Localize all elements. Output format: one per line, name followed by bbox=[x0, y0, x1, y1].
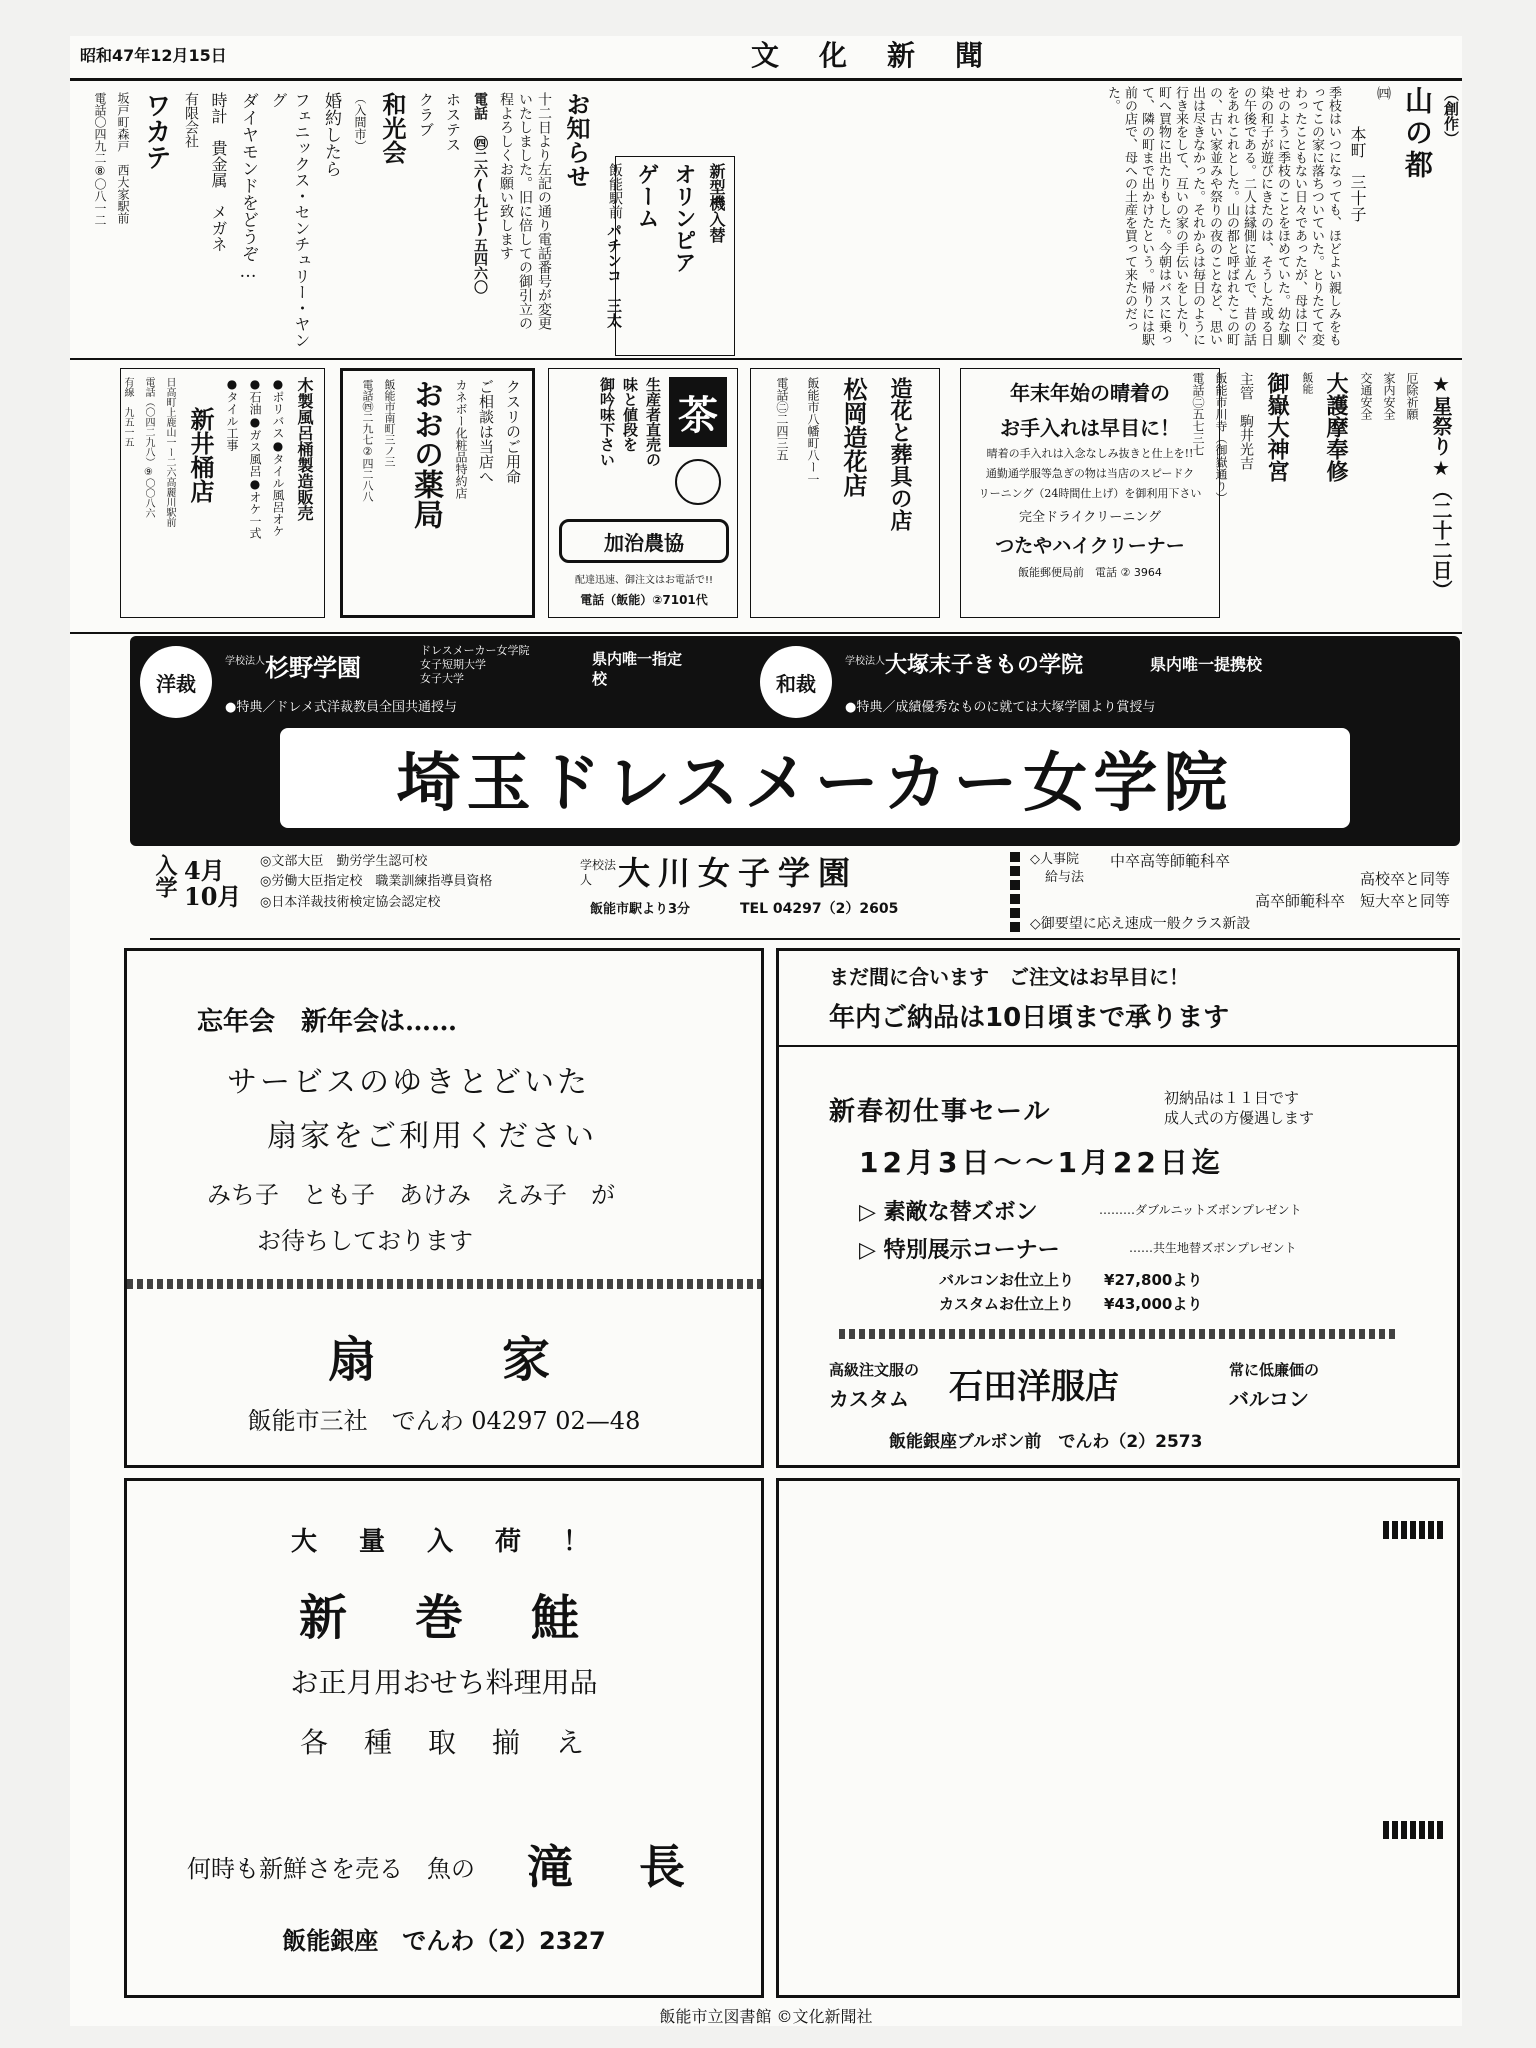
ishida-tag4: バルコン bbox=[1229, 1387, 1309, 1411]
arai-tel: 電話（〇四二九八）⑨〇〇八六 bbox=[143, 377, 154, 518]
cert-1: ◎文部大臣 勤労学生認可校 bbox=[260, 854, 428, 869]
ougiya-l3: 扇家をご利用ください bbox=[267, 1119, 597, 1154]
arai-l1: 木製風呂桶製造販売 bbox=[295, 377, 314, 521]
wakate-l3: ダイヤモンドをどうぞ… bbox=[238, 92, 258, 282]
newspaper-page bbox=[70, 36, 1462, 2026]
masthead-rule bbox=[70, 78, 1462, 81]
wakate-ad bbox=[90, 86, 350, 356]
kanou-tel: 電話（飯能）②7101代 bbox=[580, 593, 708, 607]
kanou-cha: 茶 bbox=[669, 377, 727, 447]
onoya-body bbox=[979, 1521, 1279, 1941]
notice-loc: （入間市） bbox=[353, 92, 367, 152]
ishida-ad bbox=[776, 948, 1460, 1468]
ishida-note2: 成人式の方優遇します bbox=[1164, 1109, 1315, 1127]
takicho-l5: 何時も新鮮さを売る 魚の bbox=[187, 1855, 475, 1883]
hoshi-shrine: 御嶽大神宮 bbox=[1264, 372, 1290, 482]
kanou-l2: 味と値段を bbox=[621, 377, 639, 452]
kanou-note: 配達迅速、御注文はお電話で!! bbox=[574, 575, 714, 586]
r2: 高校卒と同等 bbox=[1359, 870, 1450, 888]
arai-ad bbox=[120, 368, 325, 618]
ishida-b1-note: ………ダブルニットズボンプレゼント bbox=[1099, 1203, 1302, 1217]
school1-corp: 学校法人 bbox=[225, 656, 265, 667]
school2-desig: 県内唯一提携校 bbox=[1150, 655, 1263, 674]
tsutaya-l3: 晴着の手入れは入念なしみ抜きと仕上を!! bbox=[986, 447, 1194, 460]
kanou-l1: 生産者直売の bbox=[644, 377, 662, 467]
school1-name: 杉野学園 bbox=[265, 653, 361, 682]
masthead-title: 文 化 新 聞 bbox=[750, 39, 989, 72]
school1-sub3: 女子大学 bbox=[420, 671, 464, 685]
yousai-badge: 洋裁 bbox=[140, 646, 212, 718]
r1-a: ◇人事院 bbox=[1030, 852, 1079, 867]
hoshi-l5: 飯能 bbox=[1301, 372, 1314, 394]
notice-body: 十二日より左記の通り電話番号が変更いたしました。旧に倍しての御引立の程よろしくお願い致します bbox=[498, 92, 552, 330]
dressmaker-main-title: 埼玉ドレスメーカー女学院 bbox=[280, 728, 1350, 828]
school2-name: 大塚末子きもの学院 bbox=[885, 652, 1084, 678]
ougiya-l1: 忘年会 新年会は…… bbox=[197, 1007, 458, 1037]
arai-addr: 日高町上鹿山一ー二六高麗川駅前 bbox=[164, 377, 175, 527]
cert-3: ◎日本洋裁技術検定協会認定校 bbox=[260, 894, 441, 910]
cert-2: ◎労働大臣指定校 職業訓練指導員資格 bbox=[260, 874, 493, 890]
ono-name: おおの薬局 bbox=[408, 379, 443, 529]
wakate-l4: 時計 貴金属 メガネ bbox=[209, 92, 228, 252]
arai-l2: ●ポリバス●タイル風呂オケ bbox=[271, 377, 285, 537]
divider-2 bbox=[70, 632, 1462, 634]
takicho-l1: 大 量 入 荷 ！ bbox=[290, 1527, 597, 1557]
r1-b: 給与法 bbox=[1045, 870, 1085, 885]
top-strip bbox=[70, 86, 1462, 356]
okawa-name: 大川女子学園 bbox=[618, 854, 859, 892]
school1-subs bbox=[420, 644, 590, 685]
ono-l1: クスリのご用命 bbox=[504, 379, 522, 484]
matsuoka-ad bbox=[750, 368, 940, 618]
story-label: （創作） bbox=[1442, 86, 1460, 146]
hoshi-title: ★星祭り★（二十二日） bbox=[1429, 372, 1453, 600]
tsutaya-l5: リーニング（24時間仕上げ）を御利用下さい bbox=[978, 486, 1202, 500]
wakate-l2: フェニックス・センチュリー・ヤング bbox=[269, 92, 311, 348]
ishida-note1: 初納品は１１日です bbox=[1164, 1089, 1300, 1107]
onoya-ad bbox=[776, 1478, 1460, 1998]
ono-pharmacy-ad bbox=[340, 368, 535, 618]
story-title: 山の都 bbox=[1401, 86, 1434, 182]
story-body: 季枝はいつになっても、ほどよい親しみをもってこの家に落ちついていた。とりたてて変わったこともない日々であったが、母は口ぐせのように季枝のことをほめていた。幼な馴染の和子が遊びにきたのは、そうした或る日の午後である。二人は縁側に並んで、昔の話をあれこれとした。山の都と呼ばれたこの町の、古い家並みや祭りの夜のことなど、思い出は尽きなかった。それからは毎日のように行き来をして、互いの家の手伝いをしたり、町へ買物に出たりもした。今朝はバスに乗って、隣の町まで出かけたという。帰りには駅前の店で、母への土産を買って来たのだった。 bbox=[1105, 86, 1341, 346]
olympia-name: オリンピア bbox=[671, 163, 696, 273]
hoshi-ad bbox=[1191, 368, 1460, 618]
wakate-name: ワカテ bbox=[141, 92, 171, 170]
r3: 高卒師範科卒 短大卒と同等 bbox=[1254, 892, 1450, 910]
takicho-l2: 新 巻 鮭 bbox=[298, 1590, 589, 1646]
tsutaya-addr: 飯能郵便局前 電話 ② 3964 bbox=[1018, 566, 1162, 580]
ono-addr: 飯能市南町三ノ三 bbox=[383, 379, 396, 467]
r4: ◇御要望に応え速成一般クラス新設 bbox=[1030, 916, 1251, 932]
okawa-certs bbox=[260, 854, 560, 911]
ishida-price1: バルコンお仕立上り ¥27,800より bbox=[939, 1271, 1203, 1289]
story-author: 本町 三十子 bbox=[1348, 126, 1367, 222]
school1-perk: ●特典／ドレメ式洋裁教員全国共通授与 bbox=[225, 700, 457, 715]
hoshi-addr: 飯能市川寺（御嶽通り） bbox=[1214, 372, 1228, 504]
school1-sub2: 女子短期大学 bbox=[420, 657, 486, 671]
ornament-bottom bbox=[1383, 1821, 1443, 1839]
wasai-badge: 和裁 bbox=[760, 646, 832, 718]
dotted-divider bbox=[1010, 852, 1020, 934]
wavy-divider bbox=[127, 1279, 761, 1289]
takicho-l4: 各 種 取 揃 え bbox=[299, 1726, 588, 1759]
ishida-l2: 年内ご納品は10日頃まで承ります bbox=[829, 1003, 1230, 1033]
olympia-loc: 飯能駅前 bbox=[607, 163, 623, 219]
olympia-pachinko: パチンコ 三太 bbox=[605, 223, 623, 328]
notice-club2: クラブ bbox=[417, 92, 435, 137]
ishida-wavy bbox=[839, 1329, 1399, 1339]
second-strip bbox=[70, 364, 1462, 629]
ishida-tag2: カスタム bbox=[829, 1387, 909, 1411]
matsuoka-addr: 飯能市八幡町八ー一 bbox=[806, 377, 820, 485]
ishida-b2: ▷ 特別展示コーナー bbox=[859, 1238, 1060, 1263]
enroll-label: 入学 bbox=[152, 854, 178, 898]
tsutaya-ad bbox=[960, 368, 1220, 618]
ishida-dates: 12月3日～～1月22日迄 bbox=[859, 1146, 1224, 1179]
footer-credit: 飯能市立図書館 ©文化新聞社 bbox=[659, 2007, 873, 2026]
kanou-copy bbox=[599, 377, 664, 497]
ougiya-l5: お待ちしております bbox=[257, 1227, 473, 1255]
matsuoka-tel: 電話㊁二四三五 bbox=[775, 377, 789, 461]
ishida-rule-1 bbox=[779, 1045, 1457, 1047]
ishida-tag3: 常に低廉価の bbox=[1229, 1361, 1320, 1379]
ougiya-l4: みち子 とも子 あけみ えみ子 が bbox=[207, 1181, 615, 1209]
divider-1 bbox=[70, 358, 1462, 360]
notice-name: 和光会 bbox=[378, 92, 407, 164]
ougiya-addr: 飯能市三社 でんわ 04297 02—48 bbox=[247, 1407, 641, 1435]
school2-corp: 学校法人 bbox=[845, 656, 885, 667]
tsutaya-l6: 完全ドライクリーニング bbox=[1018, 510, 1162, 526]
arai-l3: ●石油●ガス風呂●オケ一式 bbox=[248, 377, 262, 539]
notice-club1: ホステス bbox=[444, 92, 462, 152]
r1-c: 中卒高等師範科卒 bbox=[1110, 852, 1231, 870]
hoshi-gomafu: 大護摩奉修 bbox=[1323, 372, 1349, 482]
serial-story bbox=[798, 86, 1462, 356]
wakate-addr: 坂戸町森戸 西大家駅前 bbox=[116, 92, 130, 224]
wakate-corp: 有限会社 bbox=[183, 92, 199, 148]
okawa-access: 飯能市駅より3分 bbox=[590, 902, 691, 917]
masthead-date: 昭和47年12月15日 bbox=[80, 46, 227, 65]
hoshi-l1: 厄除祈願 bbox=[1405, 372, 1419, 420]
hoshi-tel: 電話㊁五七三七 bbox=[1191, 372, 1205, 456]
olympia-new: 新型機入替 bbox=[707, 163, 726, 243]
takicho-addr: 飯能銀座 でんわ（2）2327 bbox=[282, 1927, 606, 1955]
ougiya-l2: サービスのゆきとどいた bbox=[227, 1065, 590, 1100]
arai-name: 新井桶店 bbox=[186, 407, 215, 503]
tsutaya-name: つたやハイクリーナー bbox=[995, 535, 1185, 558]
okawa-tel: TEL 04297（2）2605 bbox=[740, 901, 899, 917]
ishida-l3: 新春初仕事セール bbox=[829, 1097, 1052, 1127]
takicho-l3: お正月用おせち料理用品 bbox=[290, 1666, 598, 1699]
olympia-ad bbox=[605, 156, 735, 356]
matsuoka-l1: 造花と葬具の店 bbox=[887, 377, 913, 531]
kanou-l3: 御吟味下さい bbox=[598, 377, 616, 467]
ougiya-name: 扇 家 bbox=[327, 1332, 560, 1388]
arai-l4: ●タイル工事 bbox=[225, 377, 239, 451]
okawa-band bbox=[150, 848, 1460, 940]
tsutaya-l1: 年末年始の晴着の bbox=[1010, 381, 1170, 405]
arai-tel2: 有線 九五一五 bbox=[122, 377, 133, 447]
tsutaya-l2: お手入れは早目に！ bbox=[1000, 416, 1180, 440]
school1-desig: 県内唯一指定校 bbox=[592, 650, 683, 688]
notice-ad bbox=[353, 86, 600, 356]
kanou-name: 加治農協 bbox=[559, 519, 729, 563]
ishida-l1: まだ間に合います ご注文はお早目に！ bbox=[829, 965, 1189, 989]
takicho-name: 滝 長 bbox=[527, 1840, 695, 1894]
ornament-top bbox=[1383, 1521, 1443, 1539]
school1-sub1: ドレスメーカー女学院 bbox=[420, 644, 530, 657]
kanou-ad bbox=[548, 368, 738, 618]
takicho-ad bbox=[124, 1478, 764, 1998]
notice-title: お知らせ bbox=[562, 92, 591, 188]
ishida-b1: ▷ 素敵な替ズボン bbox=[859, 1200, 1038, 1225]
notice-tel: 電話 ㊃二六(九七)五四六〇 bbox=[472, 92, 488, 294]
matsuoka-name: 松岡造花店 bbox=[839, 377, 868, 497]
ono-l2: ご相談は当店へ bbox=[477, 379, 495, 484]
ishida-name: 石田洋服店 bbox=[949, 1367, 1119, 1407]
hoshi-l2: 家内安全 bbox=[1382, 372, 1396, 420]
school2-perk: ●特典／成績優秀なものに就ては大塚学園より賞授与 bbox=[845, 700, 1156, 715]
ishida-addr: 飯能銀座ブルボン前 でんわ（2）2573 bbox=[889, 1432, 1203, 1452]
hoshi-l3: 交通安全 bbox=[1359, 372, 1373, 420]
wakate-l1: 婚約したら bbox=[321, 92, 341, 177]
teacup-icon bbox=[675, 459, 721, 505]
ono-tel: 電話㊃二九七②四二八八 bbox=[361, 379, 374, 502]
wakate-tel: 電話〇四九二⑧〇八一二 bbox=[93, 92, 107, 226]
okawa-corp: 学校法人 bbox=[580, 858, 617, 887]
ougiya-ad bbox=[124, 948, 764, 1468]
ishida-tag1: 高級注文服の bbox=[829, 1361, 920, 1379]
olympia-game: ゲーム bbox=[634, 163, 659, 229]
tsutaya-l4: 通勤通学服等急ぎの物は当店のスピードク bbox=[985, 466, 1195, 480]
dressmaker-ad bbox=[130, 636, 1460, 846]
ishida-b2-note: ……共生地替ズボンプレゼント bbox=[1129, 1241, 1297, 1255]
hoshi-priest: 主管 駒井光吉 bbox=[1238, 372, 1254, 470]
ishida-price2: カスタムお仕立上り ¥43,000より bbox=[939, 1295, 1203, 1313]
enroll-months: 4月 10月 bbox=[184, 856, 242, 912]
story-number: ㈣ bbox=[1375, 86, 1391, 100]
ono-l3: カネボー化粧品特約店 bbox=[454, 379, 468, 499]
